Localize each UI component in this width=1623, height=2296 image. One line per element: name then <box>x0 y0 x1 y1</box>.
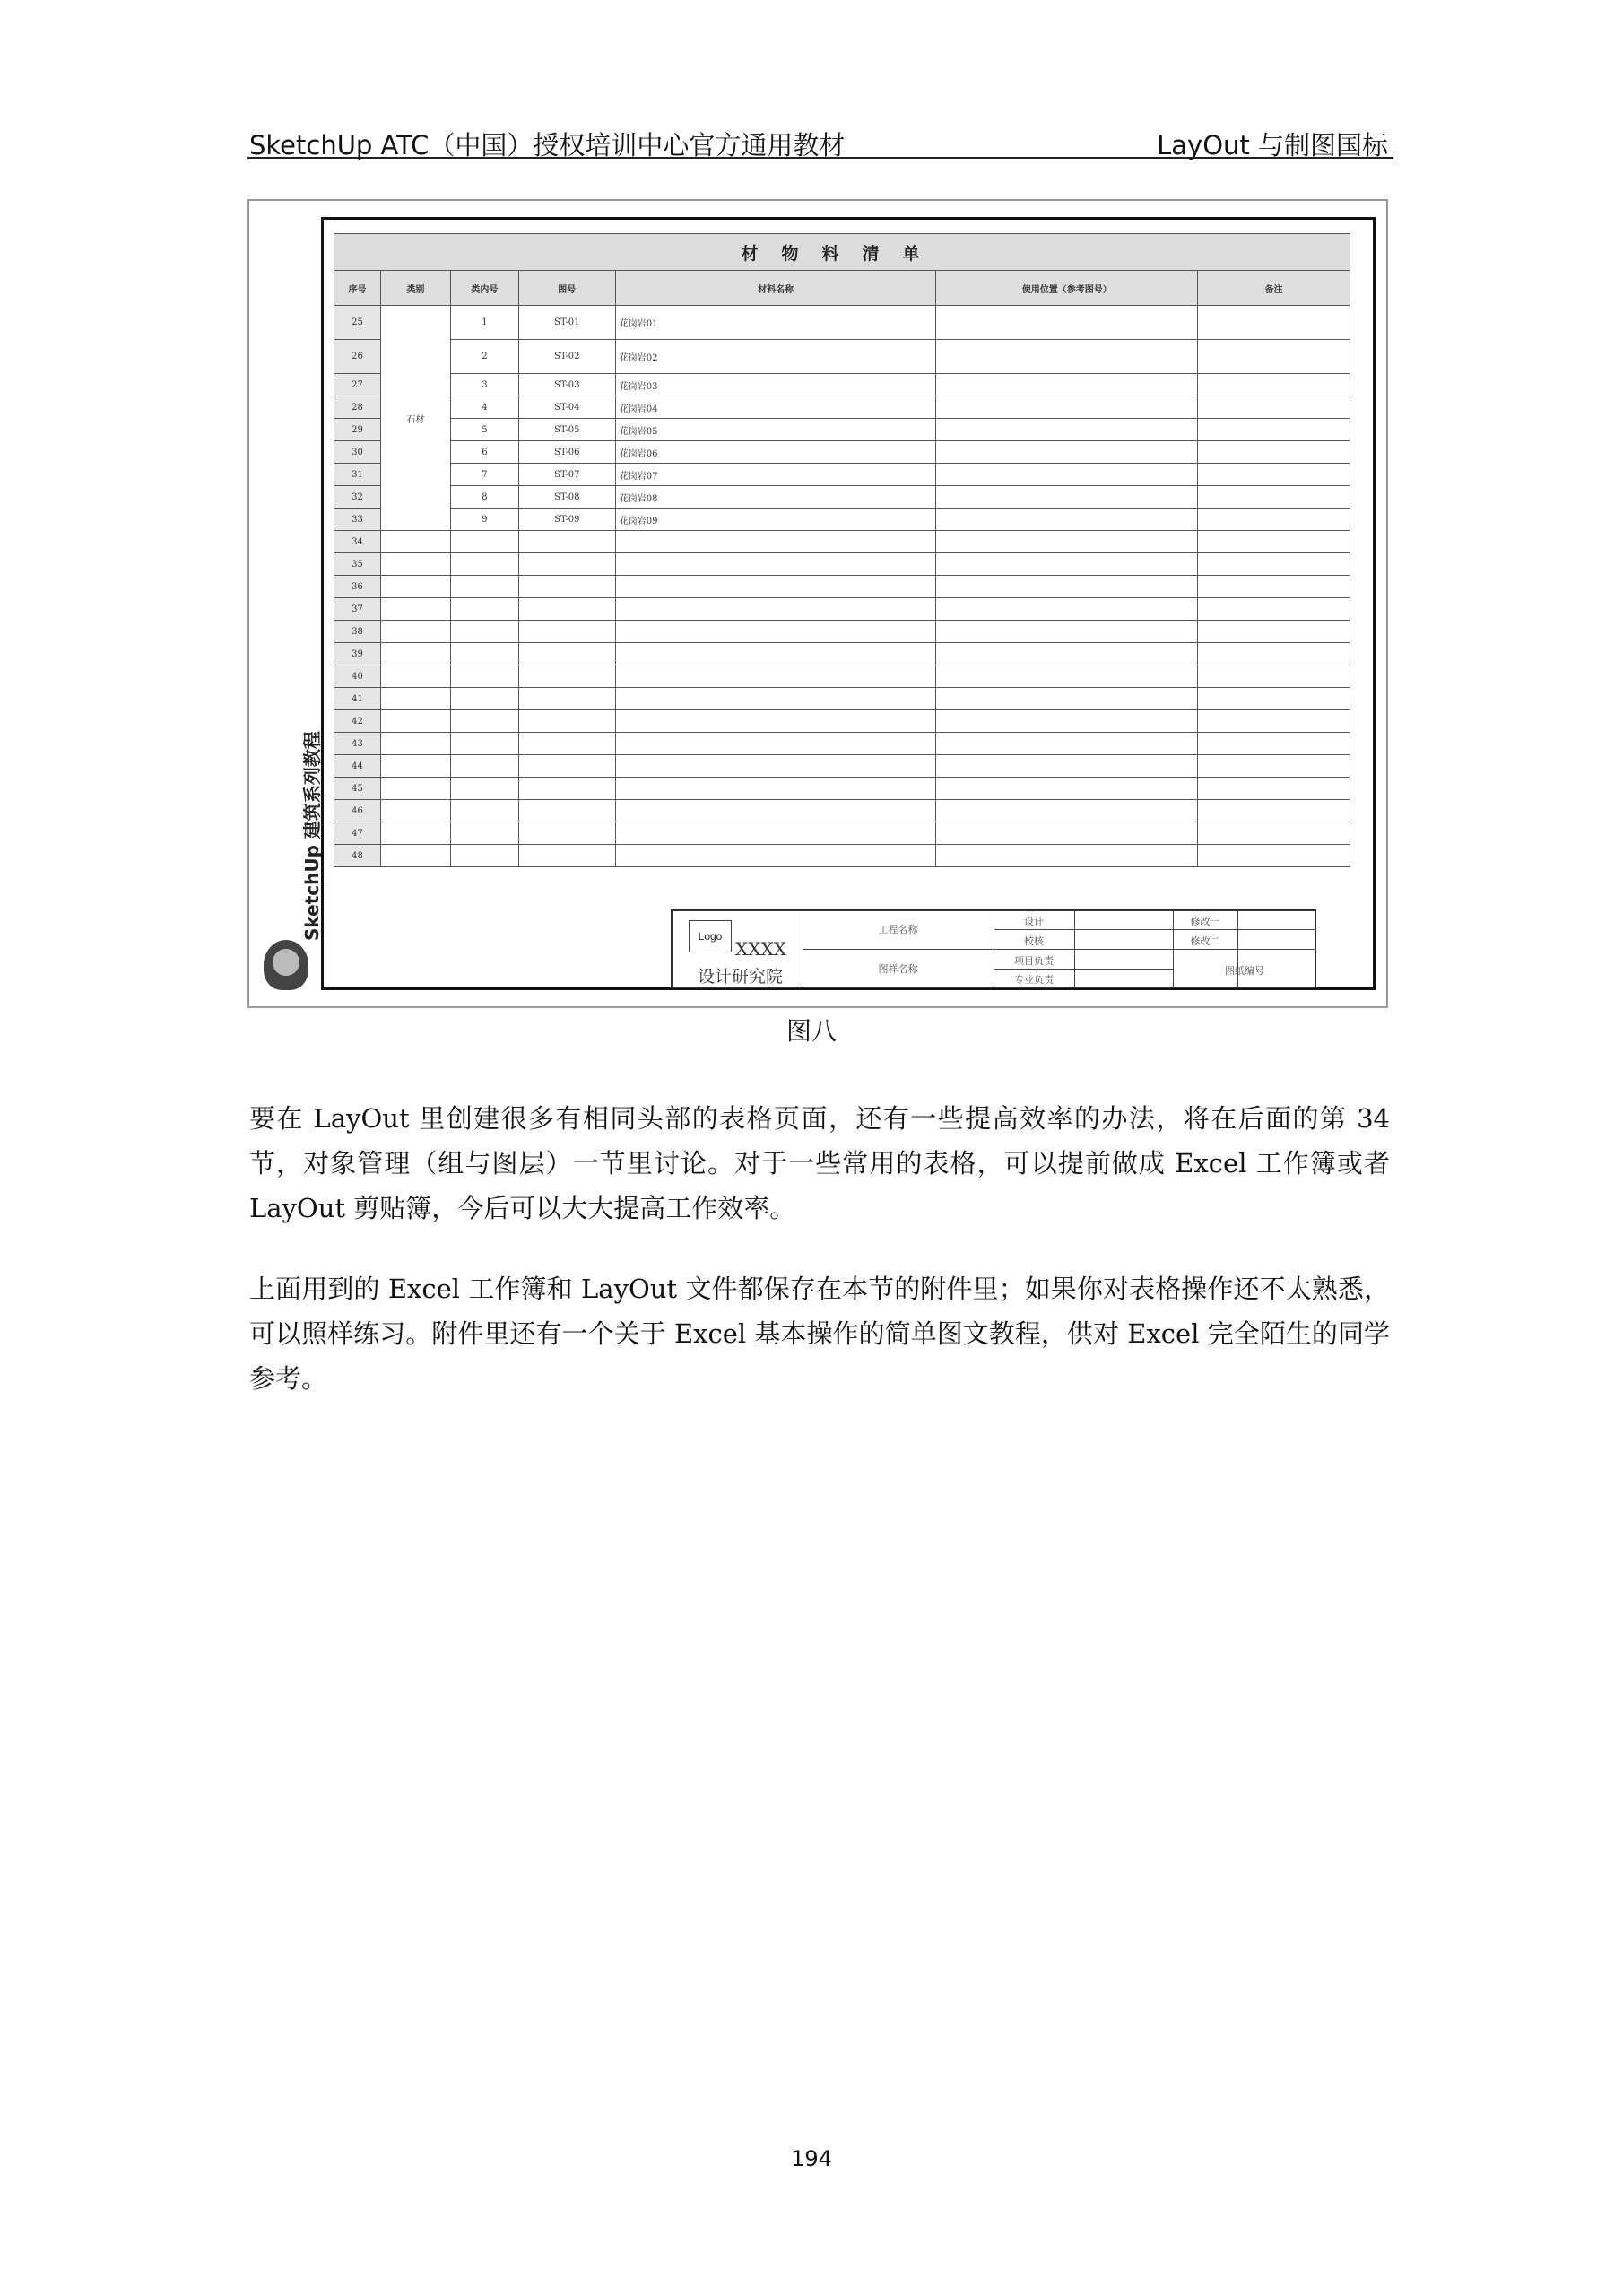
sub-number-cell: 8 <box>450 486 518 509</box>
seq-cell: 45 <box>334 778 381 800</box>
empty-cell <box>518 621 615 643</box>
drawing-code-cell: ST-05 <box>518 419 615 441</box>
material-name-cell: 花岗岩03 <box>615 374 936 396</box>
empty-cell <box>380 845 450 867</box>
seq-cell: 47 <box>334 822 381 845</box>
rev2-label: 修改二 <box>1190 935 1220 947</box>
empty-cell <box>615 531 936 553</box>
empty-cell <box>380 800 450 822</box>
empty-cell <box>615 688 936 710</box>
seq-cell: 37 <box>334 598 381 621</box>
seq-cell: 27 <box>334 374 381 396</box>
empty-cell <box>615 822 936 845</box>
table-row <box>334 845 1350 867</box>
table-row <box>334 509 1350 531</box>
empty-cell <box>518 778 615 800</box>
material-name-cell: 花岗岩07 <box>615 464 936 486</box>
running-header-right: LayOut 与制图国标 <box>1157 130 1388 161</box>
empty-cell <box>518 643 615 665</box>
empty-cell <box>936 621 1198 643</box>
table-row <box>334 710 1350 733</box>
empty-cell <box>1198 778 1350 800</box>
table-row <box>334 419 1350 441</box>
paragraph: 要在 LayOut 里创建很多有相同头部的表格页面，还有一些提高效率的办法，将在后面的第 34 节，对象管理（组与图层）一节里讨论。对于一些常用的表格，可以提前做成 Excel 工作簿或者 LayOut 剪贴簿，今后可以大大提高工作效率。 <box>249 1103 1390 1223</box>
empty-cell <box>450 778 518 800</box>
seq-cell: 43 <box>334 733 381 755</box>
empty-cell <box>518 665 615 688</box>
empty-cell <box>450 665 518 688</box>
sub-number-cell: 7 <box>450 464 518 486</box>
empty-cell <box>615 576 936 598</box>
remark-cell <box>1198 374 1350 396</box>
empty-cell <box>518 822 615 845</box>
drawing-name-label: 图样名称 <box>878 963 918 975</box>
empty-cell <box>380 822 450 845</box>
remark-cell <box>1198 306 1350 340</box>
sub-number-cell: 9 <box>450 509 518 531</box>
sketchup-brand-logo <box>253 731 323 999</box>
table-row <box>334 778 1350 800</box>
figure-screenshot <box>247 199 1388 1008</box>
drawing-code-cell: ST-02 <box>518 340 615 374</box>
empty-cell <box>1198 665 1350 688</box>
org-name-line2: 设计研究院 <box>698 967 784 987</box>
seq-cell: 25 <box>334 306 381 340</box>
table-row <box>334 800 1350 822</box>
location-cell <box>936 486 1198 509</box>
empty-cell <box>518 688 615 710</box>
table-row <box>334 374 1350 396</box>
location-cell <box>936 396 1198 419</box>
table-row <box>334 464 1350 486</box>
tb-hline <box>994 969 1173 970</box>
figure-caption: 图八 <box>785 1016 837 1046</box>
table-row <box>334 340 1350 374</box>
column-header: 备注 <box>1198 271 1350 306</box>
table-row <box>334 553 1350 576</box>
empty-cell <box>450 576 518 598</box>
empty-cell <box>518 800 615 822</box>
table-row <box>334 576 1350 598</box>
tb-hline <box>803 949 994 950</box>
drawing-no-label: 图纸编号 <box>1225 965 1264 977</box>
empty-cell <box>936 822 1198 845</box>
drawing-code-cell: ST-08 <box>518 486 615 509</box>
empty-cell <box>518 598 615 621</box>
empty-cell <box>450 643 518 665</box>
empty-cell <box>450 621 518 643</box>
table-header-row <box>334 271 1350 306</box>
location-cell <box>936 419 1198 441</box>
seq-cell: 48 <box>334 845 381 867</box>
brand-text: SketchUp 建筑系列教程 <box>301 731 323 941</box>
drawing-code-cell: ST-07 <box>518 464 615 486</box>
empty-cell <box>1198 621 1350 643</box>
seq-cell: 31 <box>334 464 381 486</box>
drawing-code-cell: ST-01 <box>518 306 615 340</box>
tb-hline <box>1173 949 1316 950</box>
seq-cell: 39 <box>334 643 381 665</box>
seq-cell: 42 <box>334 710 381 733</box>
mascot-icon <box>264 940 308 990</box>
empty-cell <box>380 531 450 553</box>
location-cell <box>936 464 1198 486</box>
seq-cell: 40 <box>334 665 381 688</box>
empty-cell <box>450 800 518 822</box>
seq-cell: 29 <box>334 419 381 441</box>
project-lead-label: 项目负责 <box>1014 955 1054 967</box>
remark-cell <box>1198 441 1350 464</box>
category-cell: 石材 <box>380 306 450 531</box>
empty-cell <box>518 733 615 755</box>
empty-cell <box>518 553 615 576</box>
empty-cell <box>380 621 450 643</box>
seq-cell: 28 <box>334 396 381 419</box>
empty-cell <box>1198 733 1350 755</box>
seq-cell: 36 <box>334 576 381 598</box>
material-name-cell: 花岗岩08 <box>615 486 936 509</box>
logo-box: Logo <box>689 920 732 952</box>
empty-cell <box>1198 822 1350 845</box>
table-row <box>334 306 1350 340</box>
sub-number-cell: 5 <box>450 419 518 441</box>
empty-cell <box>615 733 936 755</box>
empty-cell <box>936 688 1198 710</box>
location-cell <box>936 509 1198 531</box>
column-header: 图号 <box>518 271 615 306</box>
empty-cell <box>615 553 936 576</box>
empty-cell <box>380 576 450 598</box>
empty-cell <box>936 845 1198 867</box>
seq-cell: 35 <box>334 553 381 576</box>
tb-hline <box>1173 929 1316 930</box>
empty-cell <box>380 733 450 755</box>
empty-cell <box>615 710 936 733</box>
drawing-code-cell: ST-03 <box>518 374 615 396</box>
material-name-cell: 花岗岩02 <box>615 340 936 374</box>
location-cell <box>936 374 1198 396</box>
drawing-code-cell: ST-09 <box>518 509 615 531</box>
empty-cell <box>518 710 615 733</box>
empty-cell <box>1198 800 1350 822</box>
location-cell <box>936 340 1198 374</box>
table-row <box>334 531 1350 553</box>
drawing-code-cell: ST-06 <box>518 441 615 464</box>
seq-cell: 38 <box>334 621 381 643</box>
empty-cell <box>450 688 518 710</box>
table-row <box>334 598 1350 621</box>
empty-cell <box>1198 553 1350 576</box>
seq-cell: 30 <box>334 441 381 464</box>
empty-cell <box>450 822 518 845</box>
empty-cell <box>380 665 450 688</box>
empty-cell <box>380 688 450 710</box>
empty-cell <box>936 576 1198 598</box>
table-row <box>334 665 1350 688</box>
table-row <box>334 688 1350 710</box>
page-number: 194 <box>791 2146 832 2171</box>
table-row <box>334 396 1350 419</box>
column-header: 类内号 <box>450 271 518 306</box>
empty-cell <box>450 710 518 733</box>
empty-cell <box>615 778 936 800</box>
empty-cell <box>615 800 936 822</box>
empty-cell <box>450 733 518 755</box>
tb-hline <box>994 949 1173 950</box>
table-row <box>334 621 1350 643</box>
sub-number-cell: 1 <box>450 306 518 340</box>
title-block <box>671 909 1316 988</box>
location-cell <box>936 306 1198 340</box>
empty-cell <box>936 755 1198 778</box>
table-row <box>334 822 1350 845</box>
empty-cell <box>615 643 936 665</box>
material-name-cell: 花岗岩05 <box>615 419 936 441</box>
header-rule <box>247 157 1393 159</box>
sub-number-cell: 2 <box>450 340 518 374</box>
empty-cell <box>380 598 450 621</box>
material-name-cell: 花岗岩06 <box>615 441 936 464</box>
tb-hline <box>994 929 1173 930</box>
empty-cell <box>1198 643 1350 665</box>
table-title: 材物料清单 <box>334 234 1350 271</box>
empty-cell <box>380 755 450 778</box>
rev1-label: 修改一 <box>1190 916 1220 927</box>
location-cell <box>936 441 1198 464</box>
empty-cell <box>450 755 518 778</box>
empty-cell <box>936 665 1198 688</box>
table-row <box>334 755 1350 778</box>
empty-cell <box>1198 531 1350 553</box>
empty-cell <box>936 800 1198 822</box>
remark-cell <box>1198 464 1350 486</box>
seq-cell: 32 <box>334 486 381 509</box>
sub-number-cell: 4 <box>450 396 518 419</box>
material-name-cell: 花岗岩09 <box>615 509 936 531</box>
column-header: 使用位置（参考图号） <box>936 271 1198 306</box>
empty-cell <box>518 845 615 867</box>
discipline-lead-label: 专业负责 <box>1014 974 1054 986</box>
running-header-left: SketchUp ATC（中国）授权培训中心官方通用教材 <box>249 130 846 161</box>
org-name-line1: XXXX <box>735 938 786 960</box>
check-label: 校核 <box>1024 935 1044 947</box>
empty-cell <box>380 778 450 800</box>
empty-cell <box>936 531 1198 553</box>
remark-cell <box>1198 396 1350 419</box>
empty-cell <box>615 598 936 621</box>
material-name-cell: 花岗岩04 <box>615 396 936 419</box>
empty-cell <box>615 845 936 867</box>
empty-cell <box>518 755 615 778</box>
empty-cell <box>936 733 1198 755</box>
sub-number-cell: 6 <box>450 441 518 464</box>
remark-cell <box>1198 340 1350 374</box>
column-header: 材料名称 <box>615 271 936 306</box>
sub-number-cell: 3 <box>450 374 518 396</box>
empty-cell <box>518 531 615 553</box>
seq-cell: 26 <box>334 340 381 374</box>
column-header: 类别 <box>380 271 450 306</box>
empty-cell <box>450 598 518 621</box>
material-list-table <box>334 233 1350 867</box>
design-label: 设计 <box>1024 916 1044 927</box>
table-body <box>334 306 1350 867</box>
remark-cell <box>1198 509 1350 531</box>
empty-cell <box>936 598 1198 621</box>
table-row <box>334 441 1350 464</box>
empty-cell <box>1198 755 1350 778</box>
empty-cell <box>380 643 450 665</box>
empty-cell <box>380 710 450 733</box>
empty-cell <box>1198 576 1350 598</box>
empty-cell <box>518 576 615 598</box>
seq-cell: 41 <box>334 688 381 710</box>
material-name-cell: 花岗岩01 <box>615 306 936 340</box>
empty-cell <box>1198 598 1350 621</box>
empty-cell <box>615 665 936 688</box>
empty-cell <box>936 778 1198 800</box>
empty-cell <box>380 553 450 576</box>
empty-cell <box>615 755 936 778</box>
empty-cell <box>450 845 518 867</box>
table-row <box>334 643 1350 665</box>
seq-cell: 46 <box>334 800 381 822</box>
project-name-label: 工程名称 <box>878 924 918 935</box>
table-row <box>334 486 1350 509</box>
empty-cell <box>936 643 1198 665</box>
empty-cell <box>1198 688 1350 710</box>
drawing-code-cell: ST-04 <box>518 396 615 419</box>
empty-cell <box>450 553 518 576</box>
column-header: 序号 <box>334 271 381 306</box>
empty-cell <box>936 553 1198 576</box>
seq-cell: 34 <box>334 531 381 553</box>
seq-cell: 44 <box>334 755 381 778</box>
paragraph: 上面用到的 Excel 工作簿和 LayOut 文件都保存在本节的附件里；如果你对表格操作还不太熟悉，可以照样练习。附件里还有一个关于 Excel 基本操作的简单图文教程，供对 Excel 完全陌生的同学参考。 <box>249 1274 1390 1394</box>
empty-cell <box>1198 710 1350 733</box>
empty-cell <box>615 621 936 643</box>
table-row <box>334 733 1350 755</box>
empty-cell <box>936 710 1198 733</box>
seq-cell: 33 <box>334 509 381 531</box>
empty-cell <box>450 531 518 553</box>
empty-cell <box>1198 845 1350 867</box>
remark-cell <box>1198 486 1350 509</box>
remark-cell <box>1198 419 1350 441</box>
